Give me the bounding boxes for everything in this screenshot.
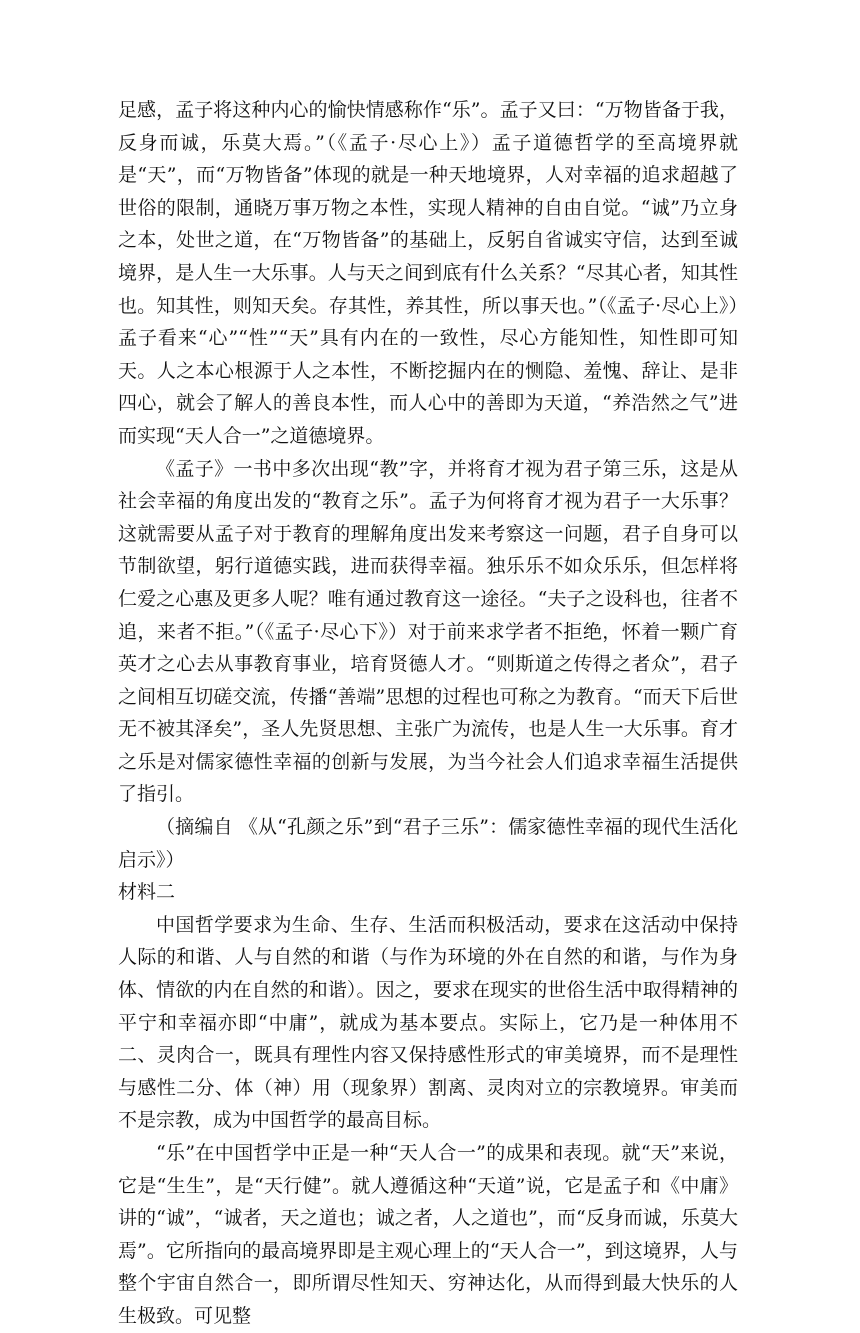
section-heading-material-two: 材料二 bbox=[118, 881, 176, 904]
paragraph-education-joy: 《孟子》一书中多次出现“教”字，并将育才视为君子第三乐，这是从社会幸福的角度出发的“教育之乐”。孟子为何将育才视为君子一大乐事？这就需要从孟子对于教育的理解角度出发来考察这一问题，君子自身可以节制欲望，躬行道德实践，进而获得幸福。独乐乐不如众乐乐，但怎样将仁爱之心惠及更多人呢？唯有通过教育这一途径。“夫子之设科也，往者不追，来者不拒。”（《孟子·尽心下》）对于前来求学者不拒绝，怀着一颗广育英才之心去从事教育事业，培育贤德人才。“则斯道之传得之者众”，君子之间相互切磋交流，传播“善端”思想的过程也可称之为教育。“而天下后世无不被其泽矣”，圣人先贤思想、主张广为流传，也是人生一大乐事。育才之乐是对儒家德性幸福的创新与发展，为当今社会人们追求幸福生活提供了指引。 bbox=[118, 457, 738, 806]
paragraph-chinese-philosophy: 中国哲学要求为生命、生存、生活而积极活动，要求在这活动中保持人际的和谐、人与自然的和谐（与作为环境的外在自然的和谐，与作为身体、情欲的内在自然的和谐）。因之，要求在现实的世俗生活中取得精神的平宁和幸福亦即“中庸”，就成为基本要点。实际上，它乃是一种体用不二、灵肉合一，既具有理性内容又保持感性形式的审美境界，而不是理性与感性二分、体（神）用（现象界）割离、灵肉对立的宗教境界。审美而不是宗教，成为中国哲学的最高目标。 bbox=[118, 913, 738, 1132]
paragraph-continuation: 足感，孟子将这种内心的愉快情感称作“乐”。孟子又曰：“万物皆备于我，反身而诚，乐莫大焉。”（《孟子·尽心上》）孟子道德哲学的至高境界就是“天”，而“万物皆备”体现的就是一种天地境界，人对幸福的追求超越了世俗的限制，通晓万事万物之本性，实现人精神的自由自觉。“诚”乃立身之本，处世之道，在“万物皆备”的基础上，反躬自省诚实守信，达到至诚境界，是人生一大乐事。人与天之间到底有什么关系？“尽其心者，知其性也。知其性，则知天矣。存其性，养其性，所以事天也。”（《孟子·尽心上》）孟子看来“心”“性”“天”具有内在的一致性，尽心方能知性，知性即可知天。人之本心根源于人之本性，不断挖掘内在的恻隐、羞愧、辞让、是非四心，就会了解人的善良本性，而人心中的善即为天道，“养浩然之气”进而实现“天人合一”之道德境界。 bbox=[118, 99, 738, 447]
paragraph-joy-unity: “乐”在中国哲学中正是一种“天人合一”的成果和表现。就“天”来说，它是“生生”，是“天行健”。就人遵循这种“天道”说，它是孟子和《中庸》讲的“诚”，“诚者，天之道也；诚之者，人之道也”，而“反身而诚，乐莫大焉”。它所指向的最高境界即是主观心理上的“天人合一”，到这境界，人与整个宇宙自然合一，即所谓尽性知天、穷神达化，从而得到最大快乐的人生极致。可见整 bbox=[118, 1142, 738, 1327]
source-citation: （摘编自 《从“孔颜之乐”到“君子三乐”：儒家德性幸福的现代生活化启示》） bbox=[118, 816, 738, 871]
